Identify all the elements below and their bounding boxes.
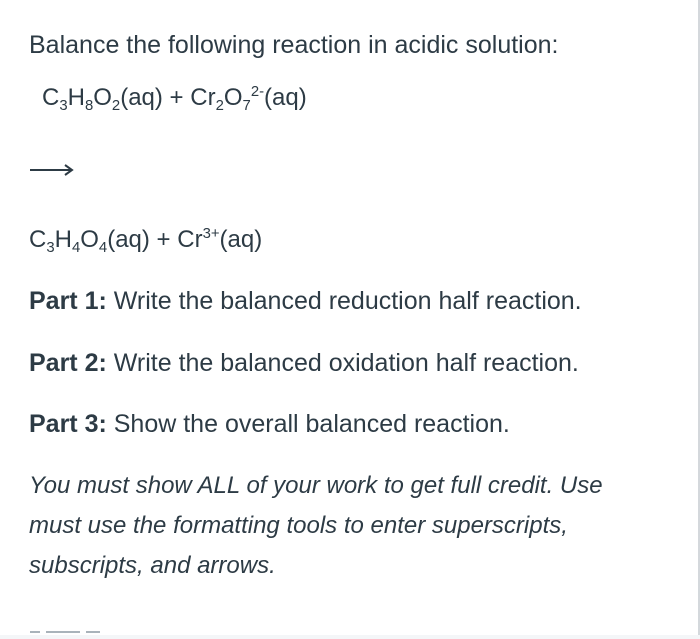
part-3-text: Show the overall balanced reaction. (106, 410, 510, 438)
instructions-note: You must show ALL of your work to get full credit. Use must use the formatting tools to enter superscripts, subscripts, and arrows. (29, 472, 603, 579)
question-title: Balance the following reaction in acidic solution: (29, 31, 559, 59)
plus-sign: + (162, 84, 191, 111)
part-2 (29, 348, 579, 378)
reaction-arrow-icon (30, 163, 74, 177)
part-2-label: Part 2: (29, 349, 107, 377)
reactants-equation (42, 84, 307, 113)
part-1-label: Part 1: (29, 287, 107, 315)
part-1-text: Write the balanced reduction half reaction. (106, 287, 582, 315)
part-3 (29, 409, 510, 439)
reactant-dichromate: $Cr_2O_7^{2-}(aq)$ (190, 83, 307, 114)
product-malonic-acid: $C_3H_4O_4(aq)$ (29, 226, 150, 256)
part-3-label: Part 3: (29, 410, 107, 438)
products-equation (29, 226, 262, 255)
part-1 (29, 286, 582, 316)
product-chromium-ion: $Cr^{3+}(aq)$ (177, 225, 263, 253)
reactant-propanediol: $C_3H_8O_2(aq)$ (42, 84, 163, 114)
bottom-border (0, 635, 700, 639)
plus-sign: + (149, 226, 178, 253)
part-2-text: Write the balanced oxidation half reaction. (106, 349, 579, 377)
